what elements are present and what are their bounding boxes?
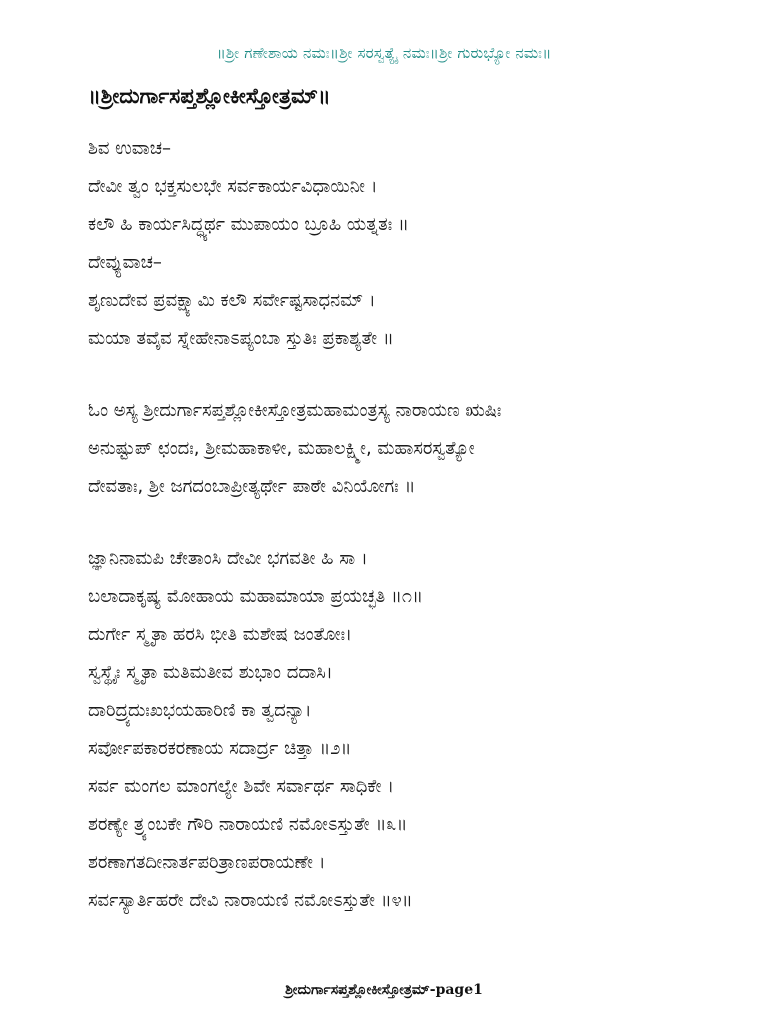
verse-line: ಶರಣ್ಯೇ ತ್ರ್ಯಂಬಕೇ ಗೌರಿ ನಾರಾಯಣಿ ನಮೋಽಸ್ತುತೇ ॥೩॥ [88, 814, 408, 835]
intro-dialogue [88, 130, 748, 358]
verse-line: ಶಿವ ಉವಾಚ– [88, 138, 172, 159]
verse-line: ಶರಣಾಗತದೀನಾರ್ತಪರಿತ್ರಾಣಪರಾಯಣೇ । [88, 852, 326, 873]
section-gap [88, 506, 748, 540]
stotra-body [88, 130, 748, 920]
verse-line: ಅನುಷ್ಟುಪ್ ಛಂದಃ, ಶ್ರೀಮಹಾಕಾಳೀ, ಮಹಾಲಕ್ಷ್ಮೀ, ಮಹಾಸರಸ್ವತ್ಯೋ [88, 438, 475, 459]
verse-line: ಕಲೌ ಹಿ ಕಾರ್ಯಸಿದ್ಧ್ಯರ್ಥ ಮುಪಾಯಂ ಬ್ರೂಹಿ ಯತ್ನತಃ ॥ [88, 214, 409, 235]
verse-line: ದಾರಿದ್ರ್ಯದುಃಖಭಯಹಾರಿಣಿ ಕಾ ತ್ವದನ್ಯಾ। [88, 700, 312, 721]
verse-line: ದೇವ್ಯುವಾಚ– [88, 252, 162, 273]
verse-line: ದೇವತಾಃ, ಶ್ರೀ ಜಗದಂಬಾಪ್ರೀತ್ಯರ್ಥೇ ಪಾಠೇ ವಿನಿಯೋಗಃ ॥ [88, 476, 416, 497]
verse-line: ಬಲಾದಾಕೃಷ್ಯ ಮೋಹಾಯ ಮಹಾಮಾಯಾ ಪ್ರಯಚ್ಛತಿ ॥೧॥ [88, 586, 423, 607]
verse-line: ಜ್ಞಾನಿನಾಮಪಿ ಚೇತಾಂಸಿ ದೇವೀ ಭಗವತೀ ಹಿ ಸಾ । [88, 548, 368, 569]
verse-line: ಶೃಣುದೇವ ಪ್ರವಕ್ಷ್ಯಾಮಿ ಕಲೌ ಸರ್ವೇಷ್ಟಸಾಧನಮ್ । [88, 290, 376, 311]
verse-line: ಓಂ ಅಸ್ಯ ಶ್ರೀದುರ್ಗಾಸಪ್ತಶ್ಲೋಕೀಸ್ತೋತ್ರಮಹಾಮಂತ್ರಸ್ಯ ನಾರಾಯಣ ಋಷಿಃ [88, 400, 502, 421]
verse-line: ಸ್ವಸ್ಥೈಃ ಸ್ಮೃತಾ ಮತಿಮತೀವ ಶುಭಾಂ ದದಾಸಿ। [88, 662, 333, 683]
verse-line: ದುರ್ಗೇ ಸ್ಮೃತಾ ಹರಸಿ ಭೀತಿ ಮಶೇಷ ಜಂತೋಃ। [88, 624, 352, 645]
section-gap [88, 358, 748, 392]
page-title: ॥ಶ್ರೀದುರ್ಗಾಸಪ್ತಶ್ಲೋಕೀಸ್ತೋತ್ರಮ್॥ [88, 84, 331, 108]
verse-line: ಸರ್ವಸ್ಯಾರ್ತಿಹರೇ ದೇವಿ ನಾರಾಯಣಿ ನಮೋಽಸ್ತುತೇ ॥೪॥ [88, 890, 413, 911]
verse-line: ಮಯಾ ತವೈವ ಸ್ನೇಹೇನಾಽಪ್ಯಂಬಾ ಸ್ತುತಿಃ ಪ್ರಕಾಶ್ಯತೇ ॥ [88, 328, 394, 349]
verse-line: ಸರ್ವ ಮಂಗಲ ಮಾಂಗಲ್ಯೇ ಶಿವೇ ಸರ್ವಾರ್ಥ ಸಾಧಿಕೇ । [88, 776, 394, 797]
viniyoga-section [88, 392, 748, 506]
verses-section [88, 540, 748, 920]
verse-line: ಸರ್ವೋಪಕಾರಕರಣಾಯ ಸದಾರ್ದ್ರ ಚಿತ್ತಾ ॥೨॥ [88, 738, 352, 759]
invocation-header: ॥ಶ್ರೀ ಗಣೇಶಾಯ ನಮಃ॥ಶ್ರೀ ಸರಸ್ವತ್ಯೈ ನಮಃ॥ಶ್ರೀ ಗುರುಭ್ಯೋ ನಮಃ॥ [216, 44, 552, 62]
page-footer: ಶ್ರೀದುರ್ಗಾಸಪ್ತಶ್ಲೋಕೀಸ್ತೋತ್ರಮ್-page1 [285, 982, 483, 998]
verse-line: ದೇವೀ ತ್ವಂ ಭಕ್ತಸುಲಭೇ ಸರ್ವಕಾರ್ಯವಿಧಾಯಿನೀ । [88, 176, 378, 197]
